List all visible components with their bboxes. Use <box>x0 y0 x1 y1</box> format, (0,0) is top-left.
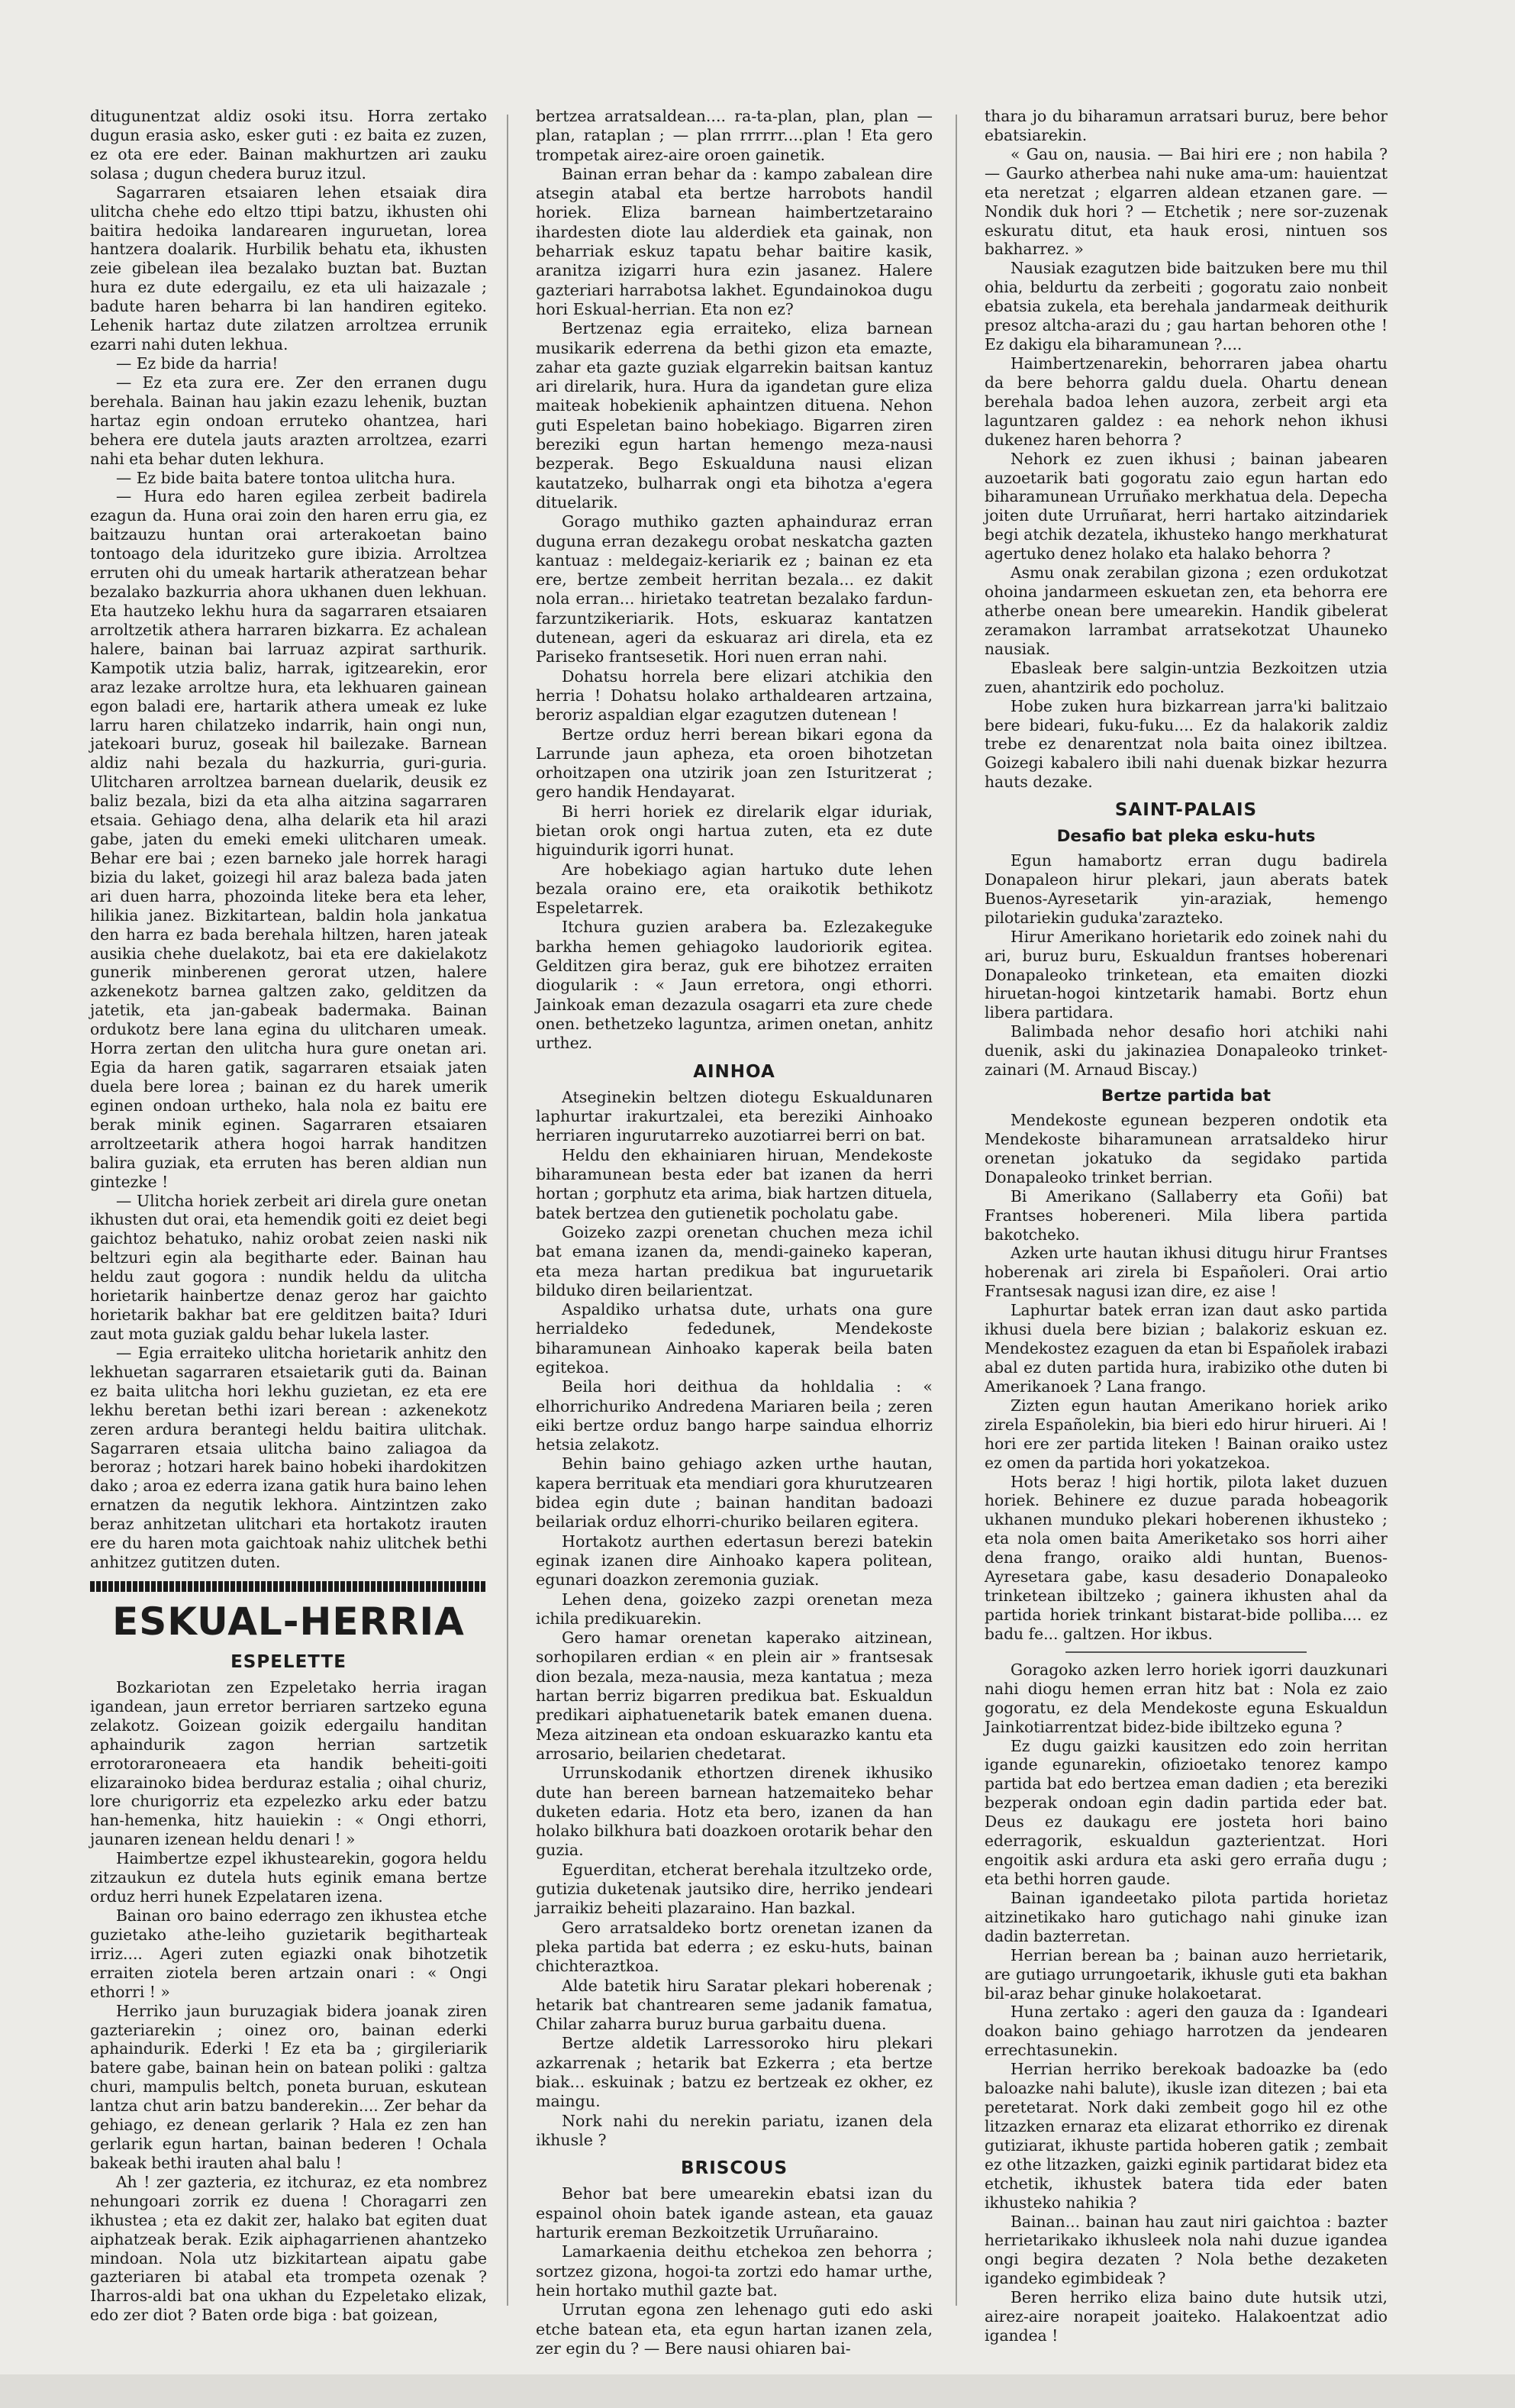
paragraph: Hots beraz ! higi hortik, pilota laket duzuen horiek. Behinere ez duzue parada hobeagorik ukhanen munduko plekari hoberenen ikhusteko ; eta nola omen baita Ameriketako sos horri aiher dena frango, oraiko aldi huntan, Buenos-Ayresetara gabe, kasu desaderio Donapaleoko trinketean ibiltzeko ; gainera ikhusten ahal da partida horiek trinkant bistarat-bide polliba.... ez badu fe... galtzen. Hor ikbus. <box>985 1472 1388 1643</box>
paragraph: « Gau on, nausia. — Bai hiri ere ; non habila ? — Gaurko atherbea nahi nuke ama-um: hauientzat eta neretzat ; elgarren aldean etzanen gare. — Nondik duk hori ? — Etchetik ; nere sor-zuzenak eskuratu ditut, eta hauk erosi, nintuen sos bakharrez. » <box>985 144 1388 259</box>
paragraph: Bertzenaz egia erraiteko, eliza barnean musikarik ederrena da bethi gizon eta emazte, zahar eta gazte guziak elgarrekin baitsan kantuz ari direlarik, hura. Hura da igandetan gure eliza maiteak hobekienik aphaintzen dituena. Nehon guti Espeletan baino hobekiago. Bigarren ziren bereziki egun hartan hemengo meza-nausi bezperak. Bego Eskualduna nausi elizan kautatzeko, bulharrak ongi eta bihotza a'egera dituelarik. <box>536 319 933 512</box>
paragraph: Eguerditan, etcherat berehala itzultzeko orde, gutizia duketenak jautsiko dire, herriko jendeari jarraikiz beheiti plazaraino. Han bazkal. <box>536 1860 933 1918</box>
paragraph: Ez dugu gaizki kausitzen edo zoin herritan igande egunarekin, ofizioetako tenorez kampo partida bat edo bertzea eman dadien ; eta bereziki bezperak ondoan egin dadin partida eder bat. Deus ez daukagu ere josteta hori baino ederragorik, eskualdun gazterientzat. Hori engoitik aski ardura eta aski gero erraña dugu ; eta bethi horren gaude. <box>985 1736 1388 1888</box>
paragraph: Gorago muthiko gazten aphainduraz erran duguna erran dezakegu orobat neskatcha gazten kantuaz : meldegaiz-keriarik ez ; bainan ez eta ere, bertze zembeit herritan bezala... ez dakit nola erran... hirietako teatretan bezalako fardun-farzuntzikeriarik. Hots, eskuaraz kantatzen dutenean, ageri da eskuaraz ari direla, eta ez Pariseko frantsesetik. Hori nuen erran nahi. <box>536 512 933 667</box>
paragraph: — Ez bide da harria! <box>116 353 279 373</box>
paragraph: Hirur Amerikano horietarik edo zoinek nahi du ari, buruz buru, Eskualdun frantses hoberenari Donapaleoko trinketean, eta emaiten diozki hiruetan-hogoi kintzetarik hamabi. Bortz ehun libera partidara. <box>985 927 1388 1022</box>
paragraph: Bainan erran behar da : kampo zabalean dire atsegin atabal eta bertze harrobots handil horiek. Eliza barnean haimbertzetaraino ihardesten diote lau alderdiek eta gainak, non beharriak eskuz tapatu behar baitire kasik, aranitza izigarri hura ezin jasanez. Halere gazteriari harrabotsa lakhet. Egundainokoa dugu hori Eskual-herrian. Eta non ez? <box>536 164 933 318</box>
paragraph: Balimbada nehor desafio hori atchiki nahi duenik, aski du jakinaziea Donapaleoko trinket-zainari (M. Arnaud Biscay.) <box>985 1022 1388 1080</box>
article-espelette <box>90 1678 487 2325</box>
paragraph: Hobe zuken hura bizkarrean jarra'ki balitzaio bere bideari, fuku-fuku.... Ez da halakorik zaldiz trebe ez denarentzat nola baita oinez ibiltzea. Goizegi kabalero ibili nahi duenak bizkar hezurra hauts dezake. <box>985 696 1388 792</box>
paragraph: Goragoko azken lerro horiek igorri dauzkunari nahi diogu hemen erran hitz bat : Nola ez zaio gogoratu, ez dela Mendekoste eguna Eskualdun Jainkotiarrentzat bidez-bide ibiltzeko eguna ? <box>985 1660 1388 1736</box>
paragraph: Bertze aldetik Larressoroko hiru plekari azkarrenak ; hetarik bat Ezkerra ; eta bertze biak... eskuinak ; batzu ez bertzeak ez okher, ez maingu. <box>536 2034 933 2111</box>
paragraph: Herriko jaun buruzagiak bidera joanak ziren gazteriarekin ; oinez oro, bainan ederki aphaindurik. Ederki ! Ez eta ba ; girgileriarik batere gabe, bainan hein on batean poliki : galtza churi, mampulis beltch, poneta buruan, eskutean lantza chut arin batzu banderekin.... Zer behar da gehiago, ez denean gerlarik ? Hala ez zen han gerlarik egun hartan, bainan bederen ! Ochala bakeak bethi irauten ahal balu ! <box>90 2001 487 2172</box>
column-2 <box>536 107 933 2358</box>
paragraph: ditugunentzat aldiz osoki itsu. Horra zertako dugun erasia asko, esker guti : ez baita ez zuzen, ez ota ere eder. Bainan makhurtzen ari zauku solasa ; dugun chedera buruz itzul. <box>90 107 487 182</box>
paragraph: Itchura guzien arabera ba. Ezlezakeguke barkha hemen gehiagoko laudoriorik egitea. Gelditzen gira beraz, guk ere bihotzez erraiten diogularik : « Jaun erretora, ongi ethorri. Jainkoak eman dezazula osagarri eta zure chede onen. bethetzeko laguntza, arimen onetan, anhitz urthez. <box>536 918 933 1053</box>
paragraph: Behin baino gehiago azken urthe hautan, kapera berrituak eta mendiari gora khurutzearen bidea egin dute ; bainan handitan badoazi beilariak orduz elhorri-churiko beilaren egitera. <box>536 1454 933 1532</box>
paragraph: — Ez bide baita batere tontoa ulitcha hura. <box>116 468 456 487</box>
paragraph: Huna zertako : ageri den gauza da : Igandeari doakon baino gehiago harrotzen da jendearen errechtasunekin. <box>985 2003 1388 2060</box>
bertze-partida-heading: Bertze partida bat <box>1101 1086 1272 1106</box>
section-masthead: ESKUAL-HERRIA <box>112 1599 465 1644</box>
paragraph: — Egia erraiteko ulitcha horietarik anhitz den lekhuetan sagarraren etsaietarik guti da. Bainan ez baita ulitcha hori lekhu guzietan, ez eta ere lekhu beretan bethi izari berean : azkenekotz zeren ardura berantegi heldu baitira ulitchak. Sagarraren etsaia ulitcha baino zaliagoa da beroraz ; hotzari harek baino hobeki ihardokitzen dako ; aroa ez ederra izana gatik hura baino lehen ernatzen da negutik lekhora. Aintzintzen zako beraz anhitzetan ulitchari eta hortakotz irauten ere du haren mota gaichtoak nahiz ulitchek bethi anhitzez gutitzen duten. <box>90 1343 487 1572</box>
divider <box>1065 1651 1307 1653</box>
paragraph: Urrutan egona zen lehenago guti edo aski etche batean eta, eta egun hartan izanen zela, zer egin du ? — Bere nausi ohiaren bai- <box>536 2300 933 2358</box>
paragraph: Laphurtar batek erran izan daut asko partida ikhusi duela bere bizian ; balakoriz eskuan ez. Mendekostez ezaguen da etan bi Españolek irabazi abal ez duten partida hura, irabiziko othe duten bi Amerikanoek ? Lana frango. <box>985 1301 1388 1396</box>
article-closing <box>985 1661 1388 2345</box>
paragraph: Behor bat bere umearekin ebatsi izan du espainol ohoin batek igande astean, eta gauaz harturik ereman Bezkoitzetik Urruñaraino. <box>536 2184 933 2242</box>
article-saint-palais <box>985 851 1388 1080</box>
column-rule <box>507 115 508 2306</box>
espelette-heading: ESPELETTE <box>230 1651 347 1672</box>
paragraph: Lamarkaenia deithu etchekoa zen behorra ; sortzez gizona, hogoi-ta zortzi edo hamar urthe, hein hortako muthil gazte bat. <box>536 2242 933 2300</box>
paragraph: Hortakotz aurthen edertasun berezi batekin eginak izanen dire Ainhoako kapera politean, egunari doazkon zeremonia guziak. <box>536 1532 933 1590</box>
paragraph: Bi herri horiek ez direlarik elgar iduriak, bietan orok ongi hartua zuten, eta ez dute higuindurik igorri hunat. <box>536 802 933 860</box>
briscous-heading: BRISCOUS <box>680 2158 788 2179</box>
paragraph: Haimbertze ezpel ikhustearekin, gogora heldu zitzaukun ez dutela huts eginik emana bertze orduz herri hunek Ezpelataren izena. <box>90 1849 487 1906</box>
paragraph: Bozkariotan zen Ezpeletako herria iragan igandean, jaun erretor berriaren sartzeko eguna zelakotz. Goizean goizik edergailu handitan aphaindurik zagon herrian sartzetik errotoraroneaera eta handik beheiti-goiti elizarainoko bidea berduraz estalia ; oihal churiz, lore churigorriz eta ezpelezko arku eder batzu han-hemenka, hitz hauiekin : « Ongi ethorri, jaunaren izenean heldu denari ! » <box>90 1677 487 1849</box>
column-3 <box>985 107 1388 2345</box>
article-briscous <box>536 2184 933 2358</box>
paragraph: Zizten egun hautan Amerikano horiek ariko zirela Españolekin, bia bieri edo hirur hirueri. Ai ! hori ere zer partida liteken ! Bainan oraiko ustez ez omen da partida hori yokatzekoa. <box>985 1396 1388 1472</box>
masthead-ornament <box>90 1581 487 1592</box>
paragraph: Haimbertzenarekin, behorraren jabea ohartu da bere behorra galdu duela. Ohartu denean berehala badoa lehen auzora, zerbeit argi eta laguntzaren galdez : ea nehork nehon ikhusi dukenez haren behorra ? <box>985 353 1388 449</box>
article-ainhoa <box>536 1088 933 2150</box>
paragraph: Urrunskodanik ethortzen direnek ikhusiko dute han bereen barnean hatzemaiteko behar duketen edaria. Hotz eta bero, izanen da han holako bilkhura bati doazkoen orotarik behar den guzia. <box>536 1764 933 1860</box>
paragraph: Bertze orduz herri berean bikari egona da Larrunde jaun apheza, eta oroen bihotzetan orhoitzapen ona utzirik joan zen Isturitzerat ; gero handik Hendayarat. <box>536 725 933 802</box>
paragraph: Gero hamar orenetan kaperako aitzinean, sorhopilaren erdian « en plein air » frantsesak dion bezala, meza-nausia, meza kantatua ; meza hartan berriz bigarren predikua bat. Eskualdun predikari aiphatuenetarik batek emanen duena. Meza aitzinean eta ondoan eskuarazko kantu eta arrosario, beilarien chedetarat. <box>536 1628 933 1763</box>
paragraph: Herrian herriko berekoak badoazke ba (edo baloazke nahi balute), ikusle izan ditezen ; bai eta peretetarat. Nork daki zembeit gogo hil ez othe litzazken ernaraz eta elizarat ethorriko ez direnak gutiziarat, ikhuste partida hoberen gatik ; zembait ez othe litzazken, gaizki eginik partidarat bidez eta etchetik, ikhustek batera tida eder baten ikhusteko nahikia ? <box>985 2060 1388 2212</box>
paragraph: Herrian berean ba ; bainan auzo herrietarik, are gutiago urrungoetarik, ikhusle guti eta bakhan bil-araz behar ginuke holakoetarat. <box>985 1945 1388 2003</box>
saint-palais-subheading: Desafio bat pleka esku-huts <box>1056 827 1316 847</box>
paragraph: Dohatsu horrela bere elizari atchikia den herria ! Dohatsu holako arthaldearen artzaina, beroriz aspaldian elgar ezagutzen dutenean ! <box>536 667 933 725</box>
paragraph: Atseginekin beltzen diotegu Eskualdunaren laphurtar irakurtzalei, eta bereziki Ainhoako herriaren ingurutarreko auzotiarrei berri on bat. <box>536 1087 933 1145</box>
paragraph: bertzea arratsaldean.... ra-ta-plan, plan, plan — plan, rataplan ; — plan rrrrrr....plan ! Eta gero trompetak airez-aire oroen gainetik. <box>536 107 933 164</box>
paragraph: Alde batetik hiru Saratar plekari hoberenak ; hetarik bat chantrearen seme jadanik famatua, Chilar zaharra buruz burua garbaitu duena. <box>536 1976 933 2034</box>
paragraph: Bainan... bainan hau zaut niri gaichtoa : bazter herrietarikako ikhusleek nola nahi duzue igandea ongi begira dezaten ? Nola bethe dezaketen igandeko egimbideak ? <box>985 2212 1388 2288</box>
paragraph: Sagarraren etsaiaren lehen etsaiak dira ulitcha chehe edo eltzo ttipi batzu, ikhusten ohi baitira hedoika landarearen inguruetan, lorea hantzera doalarik. Hurbilik behatu eta, ikhusten zeie gibelean ilea bezalako buztan bat. Buztan hura ez dute edergailu, ez eta uli haizazale ; badute haren beharra bi lan handiren egiteko. Lehenik hartaz dute zilatzen arroltzea errunik ezarri nahi duten lekhua. <box>90 182 487 354</box>
paragraph: Mendekoste egunean bezperen ondotik eta Mendekoste biharamunean arratsaldeko hirur orenetan jokatuko da segidako partida Donapaleoko trinket berrian. <box>985 1111 1388 1186</box>
paragraph: Gero arratsaldeko bortz orenetan izanen da pleka partida bat ederra ; ez esku-huts, bainan chichteraztkoa. <box>536 1918 933 1976</box>
paragraph: Asmu onak zerabilan gizona ; ezen ordukotzat ohoina jandarmeen eskuetan zen, eta behorra ere atherbe onean bere umearekin. Handik gibelerat zeramakon larrambat arratsekotzat Uhauneko nausiak. <box>985 563 1388 658</box>
ainhoa-heading: AINHOA <box>693 1061 775 1082</box>
article-sagarra <box>90 107 487 1572</box>
paragraph: Heldu den ekhainiaren hiruan, Mendekoste biharamunean besta eder bat izanen da herri hortan ; gorphutz eta arima, biak hartzen dituela, batek bertzea den gutienetik pocholatu gabe. <box>536 1145 933 1222</box>
paragraph: Ebasleak bere salgin-untzia Bezkoitzen utzia zuen, ahantzirik edo pocholuz. <box>985 658 1388 696</box>
article-bertze-partida <box>985 1111 1388 1644</box>
paragraph: — Hura edo haren egilea zerbeit badirela ezagun da. Huna orai zoin den haren erru gia, ez baitzauzu huntan orai arterakoetan baino tontoago dela iduritzeko gure ibizia. Arroltzea erruten ohi du umeak hartarik atheratzean behar bezalako bazkurria ahora ukhanen duen lekhuan. Eta hautzeko lekhu hura da sagarraren etsaiaren arroltzetik athera harraren bizkarra. Ez achalean halere, bainan bai larruaz azpirat sarthurik. Kampotik utzia baliz, harrak, igitzearekin, eror araz lezake arroltze hura, eta lekhuaren gainean egon baladi ere, hartarik athera umeak ez luke larru haren chilatzeko indarrik, hain ongi nun, jatekoari buruz, goseak hil bailezake. Barnean aldiz nahi bezala du hazkurria, guri-guria. Ulitcharen arroltzea barnean duelarik, deusik ez baliz bezala, bizi da eta alha aitzina sagarraren etsaia. Gehiago dena, alha delarik eta hil arazi gabe, jaten du emeki emeki ulitcharen umeak. Behar ere bai ; ezen barneko jale horrek haragi bizia du laket, goizegi hil araz baleza bada jaten ari duen harra, phozoinda liteke bera eta leher, hilikia janez. Bizkitartean, baldin hola jankatua den harra ez bada berehala hiltzen, haren jateak ausikia chehe duelakotz, bai eta ere dakielakotz gunerik minberenen gerorat utzen, halere azkenekotz barnea galtzen zako, gelditzen da jatetik, eta jan-gabeak badermaka. Bainan ordukotz bere lana egina du ulitcharen umeak. Horra zertan den ulitcha hura gure onetan ari. Egia da haren gatik, sagarraren etsaiak jaten duela bere lorea ; bainan ez du harek umerik eginen ondoan urtheko, hala nola ez baitu ere berak minik eginen. Sagarraren etsaiaren arroltzeetarik athera hogoi harrak handitzen balira guziak, eta erruten has beren aldian nun gintezke ! <box>90 487 487 1191</box>
page-bottom-margin <box>0 2374 1515 2408</box>
saint-palais-heading: SAINT-PALAIS <box>1114 800 1258 821</box>
paragraph: — Ez eta zura ere. Zer den erranen dugu berehala. Bainan hau jakin ezazu lehenik, buztan hartaz egin ondoan erruteko ohantzea, hari behera ere dutela jauts arazten arroltzea, ezarri nahi eta behar duten lekhura. <box>90 373 487 468</box>
paragraph: Bi Amerikano (Sallaberry eta Goñi) bat Frantses hobereneri. Mila libera partida bakotcheko. <box>985 1186 1388 1244</box>
paragraph: Beren herriko eliza baino dute hutsik utzi, airez-aire norapeit joaiteko. Halakoentzat adio igandea ! <box>985 2288 1388 2345</box>
paragraph: Egun hamabortz erran dugu badirela Donapaleon hirur plekari, jaun aberats batek Buenos-Ayresetarik yin-araziak, hemengo pilotariekin guduka'zarazteko. <box>985 851 1388 927</box>
paragraph: Azken urte hautan ikhusi ditugu hirur Frantses hoberenak ari zirela bi Españoleri. Orai artio Frantsesak nagusi izan dire, ez aise ! <box>985 1244 1388 1301</box>
paragraph: Ah ! zer gazteria, ez itchuraz, ez eta nombrez nehungoari zorrik ez duena ! Choragarri zen ikhustea ; eta ez dakit zer, halako bat egiten duat aiphatzeak berak. Ezik aiphagarrienen ahantzeko mindoan. Nola utz bizkitartean aipatu gabe gazteriaren bi atabal eta trompeta ozenak ? Iharros-aldi bat ona ukhan du Ezpeletako elizak, edo zer diot ? Baten orde biga : bat goizean, <box>90 2172 487 2325</box>
paragraph: — Ulitcha horiek zerbeit ari direla gure onetan ikhusten dut orai, eta hemendik goiti ez deiet begi gaichtoz behatuko, nahiz orobat zeien naski nik beltzuri egin ala begitharte eder. Bainan hau heldu zaut gogora : nundik heldu da ulitcha horietarik hainbertze denaz geroz har gaichto horietarik bakhar bat ere gelditzen baita? Iduri zaut mota guziak galdu behar lukela laster. <box>90 1191 487 1343</box>
paragraph: thara jo du biharamun arratsari buruz, bere behor ebatsiarekin. <box>985 107 1388 144</box>
paragraph: Goizeko zazpi orenetan chuchen meza ichil bat emana izanen da, mendi-gaineko kaperan, eta meza hartan predikua bat inguruetarik bilduko diren beilarientzat. <box>536 1222 933 1299</box>
column-rule <box>956 115 957 2306</box>
paragraph: Aspaldiko urhatsa dute, urhats ona gure herrialdeko fededunek, Mendekoste biharamunean Ainhoako kaperak beila baten egitekoa. <box>536 1300 933 1377</box>
paragraph: Beila hori deithua da hohldalia : « elhorrichuriko Andredena Mariaren beila ; zeren eiki bertze orduz bango harpe saindua elhorriz hetsia zelakotz. <box>536 1377 933 1454</box>
paragraph: Lehen dena, goizeko zazpi orenetan meza ichila predikuarekin. <box>536 1590 933 1628</box>
article-briscous-continued <box>985 107 1388 792</box>
paragraph: Bainan igandeetako pilota partida horietaz aitzinetikako haro gutichago nahi ginuke izan dadin bazterretan. <box>985 1888 1388 1945</box>
paragraph: Bainan oro baino ederrago zen ikhustea etche guzietako athe-leiho guzietarik begitharteak irriz.... Ageri zuten egiazki onak bihotzetik erraiten ziotela beren artzain onari : « Ongi ethorri ! » <box>90 1906 487 2001</box>
paragraph: Nehork ez zuen ikhusi ; bainan jabearen auzoetarik bati gogoratu zaio egun hartan edo biharamunean Urruñako merkhatua dela. Depecha joiten dute Urruñarat, herri hartako aitzindariek begi atchik dezatela, ikhusteko hango merkhaturat agertuko denez holako eta halako behorra ? <box>985 449 1388 563</box>
column-1 <box>90 107 487 2325</box>
paragraph: Nork nahi du nerekin pariatu, izanen dela ikhusle ? <box>536 2111 933 2149</box>
article-espelette-continued <box>536 107 933 1054</box>
paragraph: Are hobekiago agian hartuko dute lehen bezala oraino ere, eta oraikotik bethikotz Espeletarrek. <box>536 860 933 918</box>
paragraph: Nausiak ezagutzen bide baitzuken bere mu thil ohia, beldurtu da zerbeiti ; gogoratu zaio nonbeit ebatsia zukela, eta berehala jandarmeak deithurik presoz altcha-arazi du ; gau hartan behoren othe ! Ez dakigu ela biharamunean ?.... <box>985 259 1388 354</box>
